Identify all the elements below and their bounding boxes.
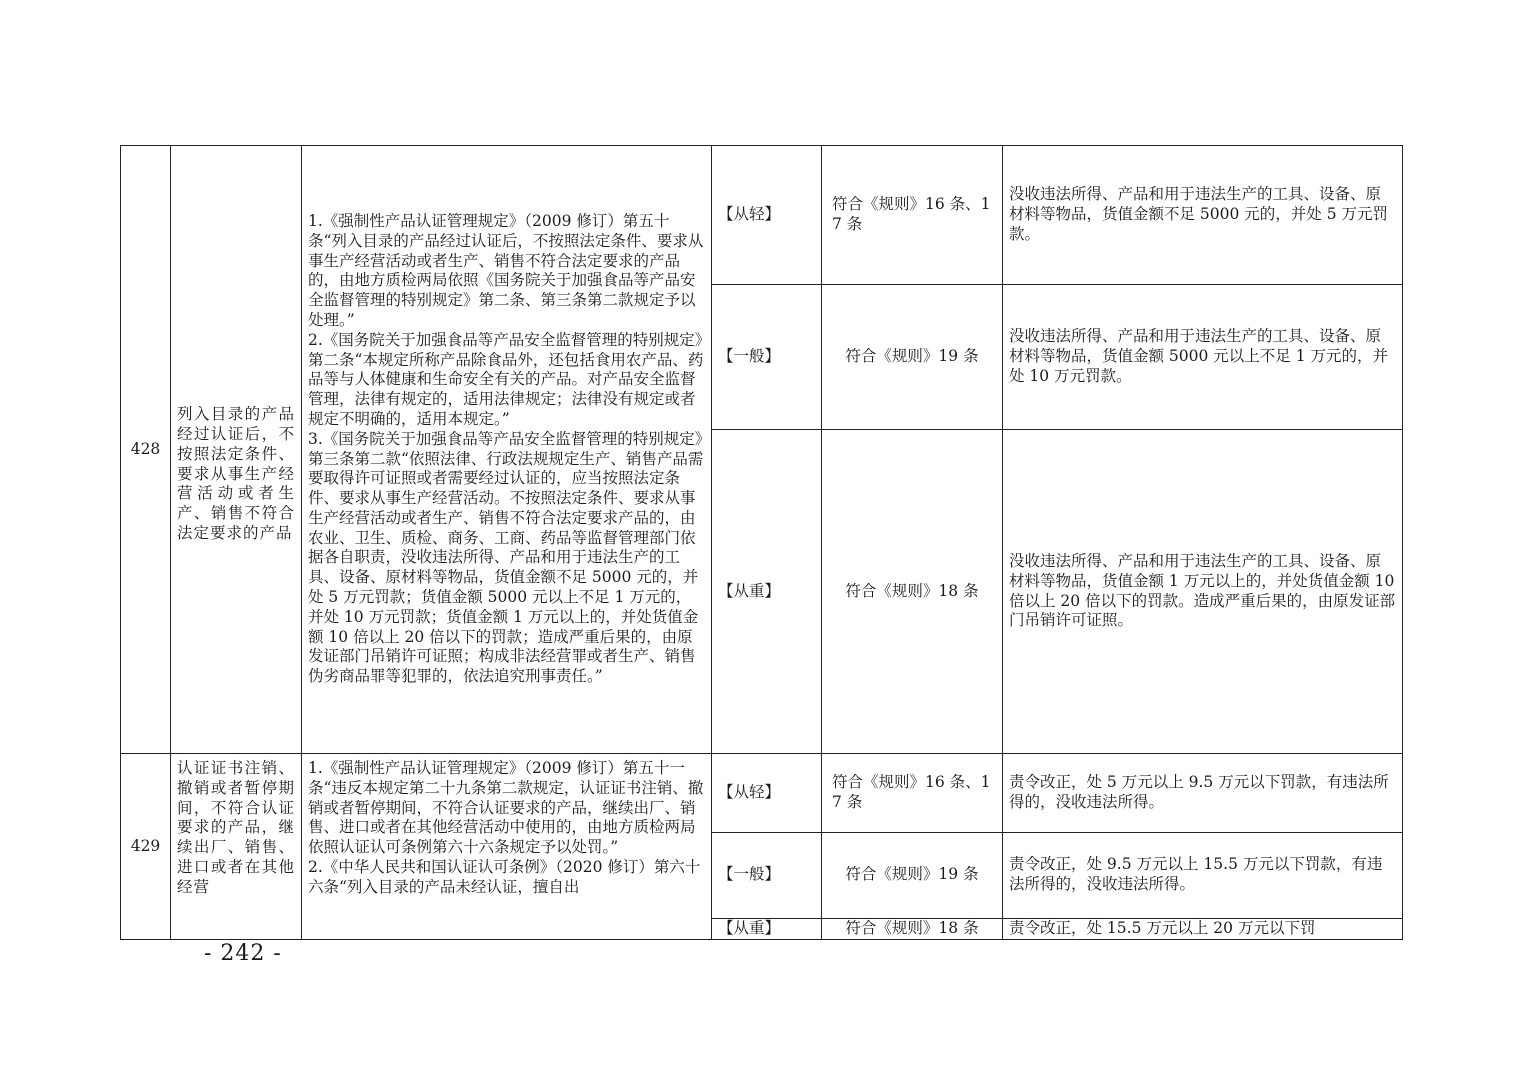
violation-description: 认证证书注销、撤销或者暂停期间，不符合认证要求的产品，继续出厂、销售、进口或者在其他经营 — [171, 754, 302, 940]
penalty-standard: 责令改正，处 9.5 万元以上 15.5 万元以下罚款，有违法所得的，没收违法所得。 — [1003, 832, 1403, 918]
penalty-standard: 责令改正，处 5 万元以上 9.5 万元以下罚款，有违法所得的，没收违法所得。 — [1003, 754, 1403, 833]
applicable-rule: 符合《规则》16 条、17 条 — [822, 754, 1003, 833]
penalty-standard: 没收违法所得、产品和用于违法生产的工具、设备、原材料等物品，货值金额 5000 元以上不足 1 万元的，并处 10 万元罚款。 — [1003, 285, 1403, 430]
penalty-level: 【从轻】 — [712, 754, 822, 833]
penalty-level: 【从轻】 — [712, 146, 822, 285]
table-row — [121, 754, 1403, 833]
penalty-standard: 责令改正，处 15.5 万元以上 20 万元以下罚 — [1003, 918, 1403, 939]
applicable-rule: 符合《规则》16 条、17 条 — [822, 146, 1003, 285]
penalty-level: 【从重】 — [712, 918, 822, 939]
applicable-rule: 符合《规则》19 条 — [822, 832, 1003, 918]
penalty-standards-table — [120, 145, 1403, 940]
penalty-level: 【一般】 — [712, 832, 822, 918]
item-number: 428 — [121, 146, 171, 754]
table-row — [121, 146, 1403, 285]
item-number: 429 — [121, 754, 171, 940]
violation-description: 列入目录的产品经过认证后，不按照法定条件、要求从事生产经营活动或者生产、销售不符合法定要求的产品 — [171, 146, 302, 754]
legal-basis: 1.《强制性产品认证管理规定》（2009 修订）第五十一条“违反本规定第二十九条第二款规定，认证证书注销、撤销或者暂停期间，不符合认证要求的产品，继续出厂、销售、进口或者在其他经营活动中使用的，由地方质检两局依照认证认可条例第六十六条规定予以处罚。” 2.《中华人民共和国认证认可条例》（2020 修订）第六十六条“列入目录的产品未经认证，擅自出 — [302, 754, 712, 940]
penalty-standard: 没收违法所得、产品和用于违法生产的工具、设备、原材料等物品，货值金额 1 万元以上的，并处货值金额 10 倍以上 20 倍以下的罚款。造成严重后果的，由原发证部门吊销许可证照。 — [1003, 430, 1403, 754]
applicable-rule: 符合《规则》18 条 — [822, 918, 1003, 939]
penalty-level: 【从重】 — [712, 430, 822, 754]
penalty-standard: 没收违法所得、产品和用于违法生产的工具、设备、原材料等物品，货值金额不足 5000 元的，并处 5 万元罚款。 — [1003, 146, 1403, 285]
legal-basis: 1.《强制性产品认证管理规定》（2009 修订）第五十条“列入目录的产品经过认证后，不按照法定条件、要求从事生产经营活动或者生产、销售不符合法定要求的产品的，由地方质检两局依照《国务院关于加强食品等产品安全监督管理的特别规定》第二条、第三条第二款规定予以处理。” 2.《国务院关于加强食品等产品安全监督管理的特别规定》第二条“本规定所称产品除食品外，还包括食用农产品、药品等与人体健康和生命安全有关的产品。对产品安全监督管理，法律有规定的，适用法律规定；法律没有规定或者规定不明确的，适用本规定。” 3.《国务院关于加强食品等产品安全监督管理的特别规定》第三条第二款“依照法律、行政法规规定生产、销售产品需要取得许可证照或者需要经过认证的，应当按照法定条件、要求从事生产经营活动。不按照法定条件、要求从事生产经营活动或者生产、销售不符合法定要求产品的，由农业、卫生、质检、商务、工商、药品等监督管理部门依据各自职责，没收违法所得、产品和用于违法生产的工具、设备、原材料等物品，货值金额不足 5000 元的，并处 5 万元罚款；货值金额 5000 元以上不足 1 万元的，并处 10 万元罚款；货值金额 1 万元以上的，并处货值金额 10 倍以上 20 倍以下的罚款；造成严重后果的，由原发证部门吊销许可证照；构成非法经营罪或者生产、销售伪劣商品罪等犯罪的，依法追究刑事责任。” — [302, 146, 712, 754]
applicable-rule: 符合《规则》19 条 — [822, 285, 1003, 430]
penalty-level: 【一般】 — [712, 285, 822, 430]
applicable-rule: 符合《规则》18 条 — [822, 430, 1003, 754]
page-number: - 242 - — [204, 941, 282, 966]
